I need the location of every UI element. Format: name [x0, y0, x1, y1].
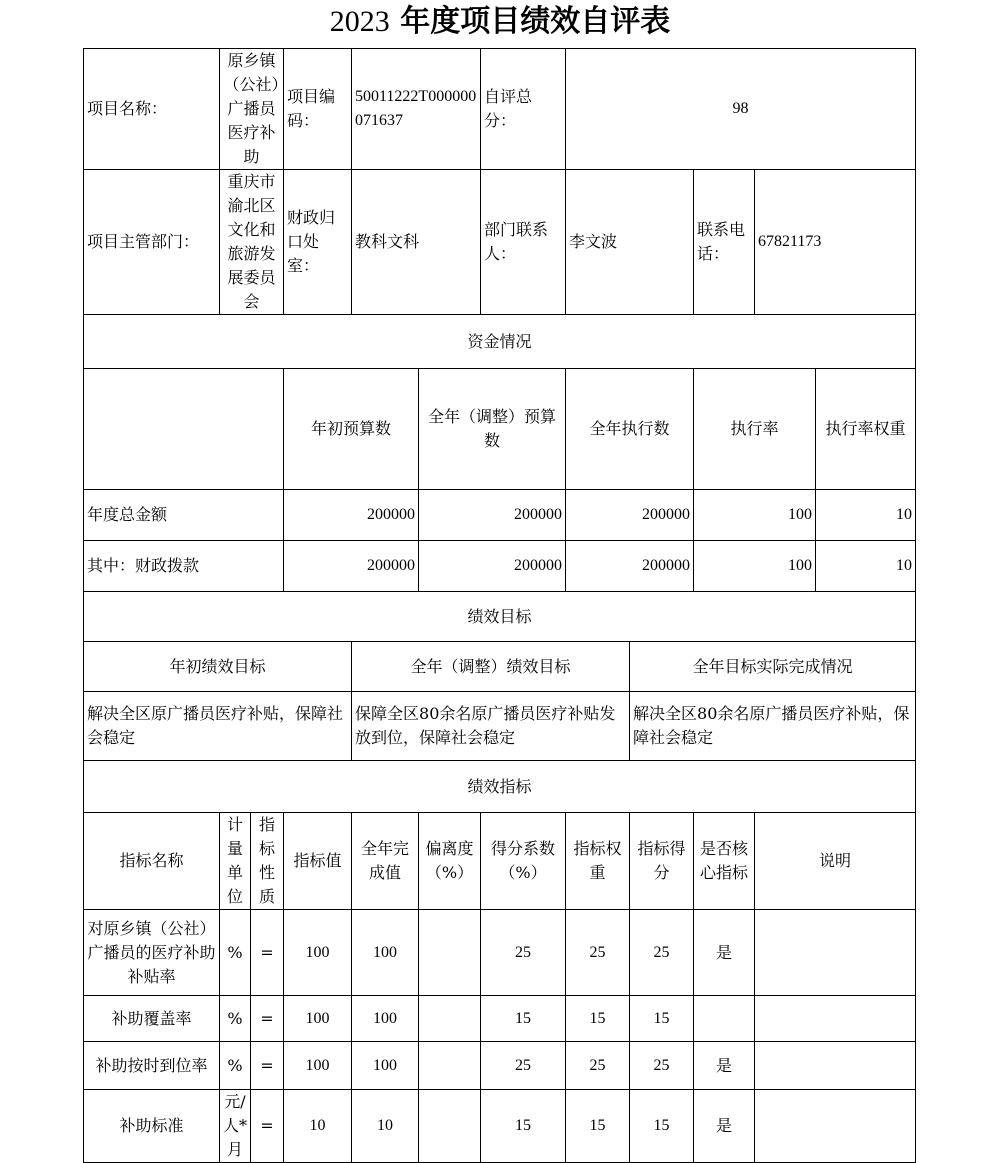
indicator-row: [84, 1042, 916, 1090]
indicator-cell: [755, 910, 916, 996]
indicator-cell: [419, 910, 481, 996]
funds-cell: 200000: [284, 541, 419, 592]
funds-cell: 100: [694, 490, 816, 541]
project-name-value: 原乡镇（公社）广播员医疗补助: [220, 49, 284, 170]
indicator-cell: 100: [284, 996, 352, 1042]
project-row: [84, 49, 916, 170]
dept-label: 项目主管部门：: [84, 170, 220, 315]
funds-header-row: [84, 369, 916, 490]
indicator-header-cell: 偏离度（%）: [419, 813, 481, 910]
indicator-cell: [419, 996, 481, 1042]
indicator-cell: 15: [481, 996, 566, 1042]
indicators-section-title: 绩效指标: [84, 761, 916, 813]
indicator-header-cell: 指标性质: [251, 813, 284, 910]
funds-row-label: 其中：财政拨款: [84, 541, 284, 592]
contact-label: 部门联系人：: [481, 170, 566, 315]
indicator-cell: [419, 1090, 481, 1163]
indicator-cell: 25: [566, 910, 630, 996]
goals-header-row: [84, 642, 916, 692]
finance-office-label: 财政归口处室：: [284, 170, 352, 315]
indicator-cell: %: [220, 1042, 251, 1090]
goals-header-cell: 全年目标实际完成情况: [630, 642, 916, 692]
indicator-cell: 25: [630, 1042, 694, 1090]
indicator-cell: 10: [284, 1090, 352, 1163]
funds-section-title: 资金情况: [84, 315, 916, 369]
indicator-cell: %: [220, 996, 251, 1042]
indicator-cell: 是: [694, 1042, 755, 1090]
funds-header-cell: 全年执行数: [566, 369, 694, 490]
indicator-cell: [755, 996, 916, 1042]
indicator-cell: =: [251, 1090, 284, 1163]
indicator-cell: [755, 1090, 916, 1163]
project-code-value: 50011222T000000071637: [352, 49, 481, 170]
indicator-cell: 补助按时到位率: [84, 1042, 220, 1090]
indicator-cell: %: [220, 910, 251, 996]
indicator-cell: 15: [630, 996, 694, 1042]
indicator-header-cell: 指标权重: [566, 813, 630, 910]
funds-row-fiscal: [84, 541, 916, 592]
goals-header-cell: 年初绩效目标: [84, 642, 352, 692]
indicator-row: [84, 996, 916, 1042]
goals-value-cell: 保障全区80余名原广播员医疗补贴发放到位，保障社会稳定: [352, 692, 630, 761]
score-value: 98: [566, 49, 916, 170]
indicator-cell: 是: [694, 910, 755, 996]
funds-header-cell: 年初预算数: [284, 369, 419, 490]
indicator-cell: 25: [566, 1042, 630, 1090]
funds-cell: 200000: [284, 490, 419, 541]
indicator-cell: 25: [481, 910, 566, 996]
funds-cell: 200000: [419, 490, 566, 541]
funds-header-cell: 全年（调整）预算数: [419, 369, 566, 490]
indicators-header-row: [84, 813, 916, 910]
score-label: 自评总分：: [481, 49, 566, 170]
indicator-cell: 补助标准: [84, 1090, 220, 1163]
funds-cell: 200000: [566, 490, 694, 541]
phone-value: 67821173: [755, 170, 916, 315]
funds-cell: 10: [816, 490, 916, 541]
funds-row-total: [84, 490, 916, 541]
indicator-cell: [755, 1042, 916, 1090]
indicator-cell: 对原乡镇（公社）广播员的医疗补助补贴率: [84, 910, 220, 996]
indicator-cell: 补助覆盖率: [84, 996, 220, 1042]
indicator-header-cell: 是否核心指标: [694, 813, 755, 910]
indicator-header-cell: 指标值: [284, 813, 352, 910]
indicator-cell: 15: [630, 1090, 694, 1163]
indicator-cell: [694, 996, 755, 1042]
indicator-cell: 15: [566, 1090, 630, 1163]
project-name-label: 项目名称：: [84, 49, 220, 170]
project-code-label: 项目编码：: [284, 49, 352, 170]
goals-section-title: 绩效目标: [84, 592, 916, 642]
phone-label: 联系电话：: [694, 170, 755, 315]
indicator-cell: 15: [566, 996, 630, 1042]
funds-cell: 100: [694, 541, 816, 592]
indicator-cell: =: [251, 1042, 284, 1090]
indicator-row: [84, 1090, 916, 1163]
goals-value-cell: 解决全区原广播员医疗补贴，保障社会稳定: [84, 692, 352, 761]
goals-header-cell: 全年（调整）绩效目标: [352, 642, 630, 692]
funds-header-blank: [84, 369, 284, 490]
indicator-cell: =: [251, 910, 284, 996]
page-title: [0, 4, 1000, 40]
indicator-cell: 25: [481, 1042, 566, 1090]
indicator-header-cell: 全年完成值: [352, 813, 419, 910]
funds-cell: 200000: [419, 541, 566, 592]
funds-header-cell: 执行率: [694, 369, 816, 490]
indicator-cell: 100: [352, 996, 419, 1042]
funds-cell: 200000: [566, 541, 694, 592]
indicator-header-cell: 得分系数（%）: [481, 813, 566, 910]
indicator-row: [84, 910, 916, 996]
indicator-cell: 100: [352, 910, 419, 996]
department-row: [84, 170, 916, 315]
goals-value-row: [84, 692, 916, 761]
indicator-header-cell: 说明: [755, 813, 916, 910]
indicator-cell: [419, 1042, 481, 1090]
title-year: 2023: [329, 5, 390, 38]
indicator-cell: 100: [352, 1042, 419, 1090]
indicator-cell: 25: [630, 910, 694, 996]
indicator-header-cell: 计量单位: [220, 813, 251, 910]
indicator-cell: 元/人*月: [220, 1090, 251, 1163]
funds-header-cell: 执行率权重: [816, 369, 916, 490]
indicator-cell: 10: [352, 1090, 419, 1163]
indicator-cell: =: [251, 996, 284, 1042]
title-text: 年度项目绩效自评表: [389, 4, 671, 39]
indicator-cell: 100: [284, 910, 352, 996]
indicator-cell: 100: [284, 1042, 352, 1090]
goals-value-cell: 解决全区80余名原广播员医疗补贴，保障社会稳定: [630, 692, 916, 761]
funds-row-label: 年度总金额: [84, 490, 284, 541]
dept-value: 重庆市渝北区文化和旅游发展委员会: [220, 170, 284, 315]
finance-office-value: 教科文科: [352, 170, 481, 315]
indicator-header-cell: 指标名称: [84, 813, 220, 910]
contact-value: 李文波: [566, 170, 694, 315]
funds-cell: 10: [816, 541, 916, 592]
indicator-cell: 15: [481, 1090, 566, 1163]
indicator-header-cell: 指标得分: [630, 813, 694, 910]
indicator-cell: 是: [694, 1090, 755, 1163]
evaluation-table: [83, 48, 916, 1163]
